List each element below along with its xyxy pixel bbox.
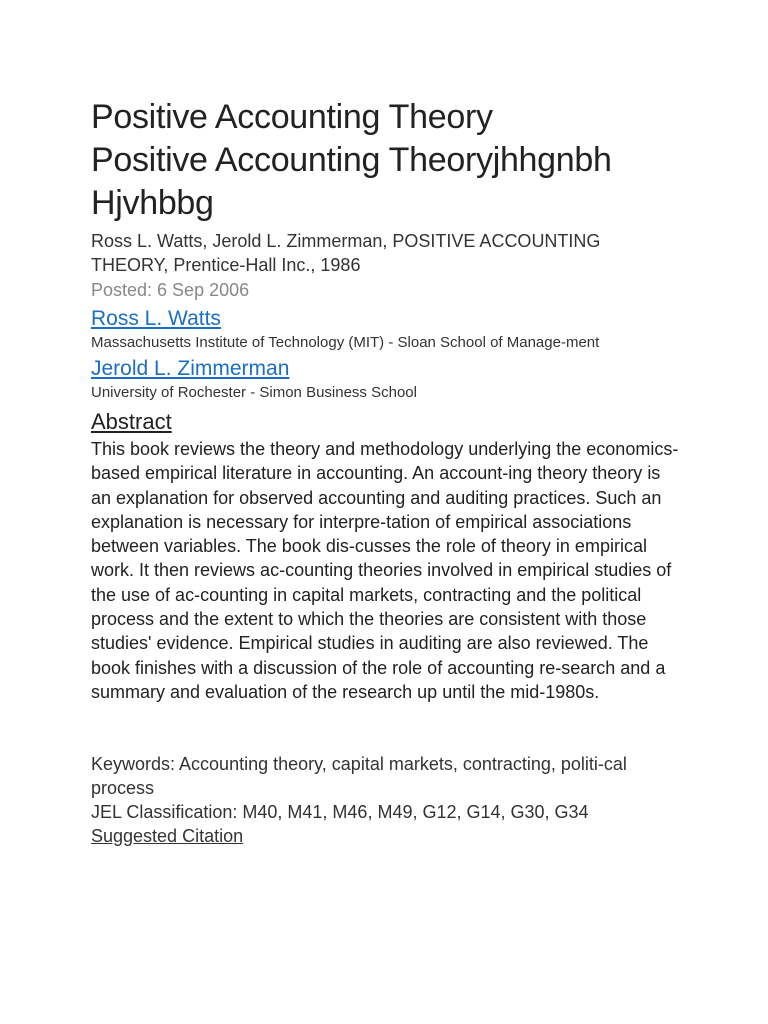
section-spacer: [91, 704, 681, 752]
author-link-zimmerman[interactable]: Jerold L. Zimmerman: [91, 357, 290, 380]
title-line-3: Hjvhbbg: [91, 184, 214, 222]
abstract-heading: Abstract: [91, 409, 172, 434]
author-affiliation-watts: Massachusetts Institute of Technology (MIT) - Sloan School of Manage-ment: [91, 334, 600, 351]
keywords: Keywords: Accounting theory, capital markets, contracting, politi-cal process: [91, 754, 627, 799]
suggested-citation-link[interactable]: Suggested Citation: [91, 826, 244, 847]
document-page: [91, 96, 681, 848]
title-line-1: Positive Accounting Theory: [91, 98, 493, 136]
book-citation: Ross L. Watts, Jerold L. Zimmerman, POSITIVE ACCOUNTING THEORY, Prentice-Hall Inc., 1986: [91, 231, 601, 275]
author-affiliation-zimmerman: University of Rochester - Simon Business School: [91, 384, 417, 401]
title-line-2: Positive Accounting Theoryjhhgnbh: [91, 141, 612, 179]
abstract-text: This book reviews the theory and methodology underlying the economics-based empirical literature in accounting. An account-ing theory theory is an explanation for observed accounting and auditing practices. Such an explanation is necessary for interpre-tation of empirical associations between variables. The book dis-cusses the role of theory in empirical work. It then reviews ac-counting theories involved in empirical studies of the use of ac-counting in capital markets, contracting and the political process and the extent to which the theories are consistent with those studies' evidence. Empirical studies in auditing are also reviewed. The book finishes with a discussion of the role of accounting re-search and a summary and evaluation of the research up until the mid-1980s.: [91, 439, 679, 702]
page-title: [91, 96, 681, 225]
author-link-watts[interactable]: Ross L. Watts: [91, 307, 221, 330]
jel-classification: JEL Classification: M40, M41, M46, M49, G12, G14, G30, G34: [91, 802, 589, 823]
posted-date: Posted: 6 Sep 2006: [91, 280, 250, 300]
